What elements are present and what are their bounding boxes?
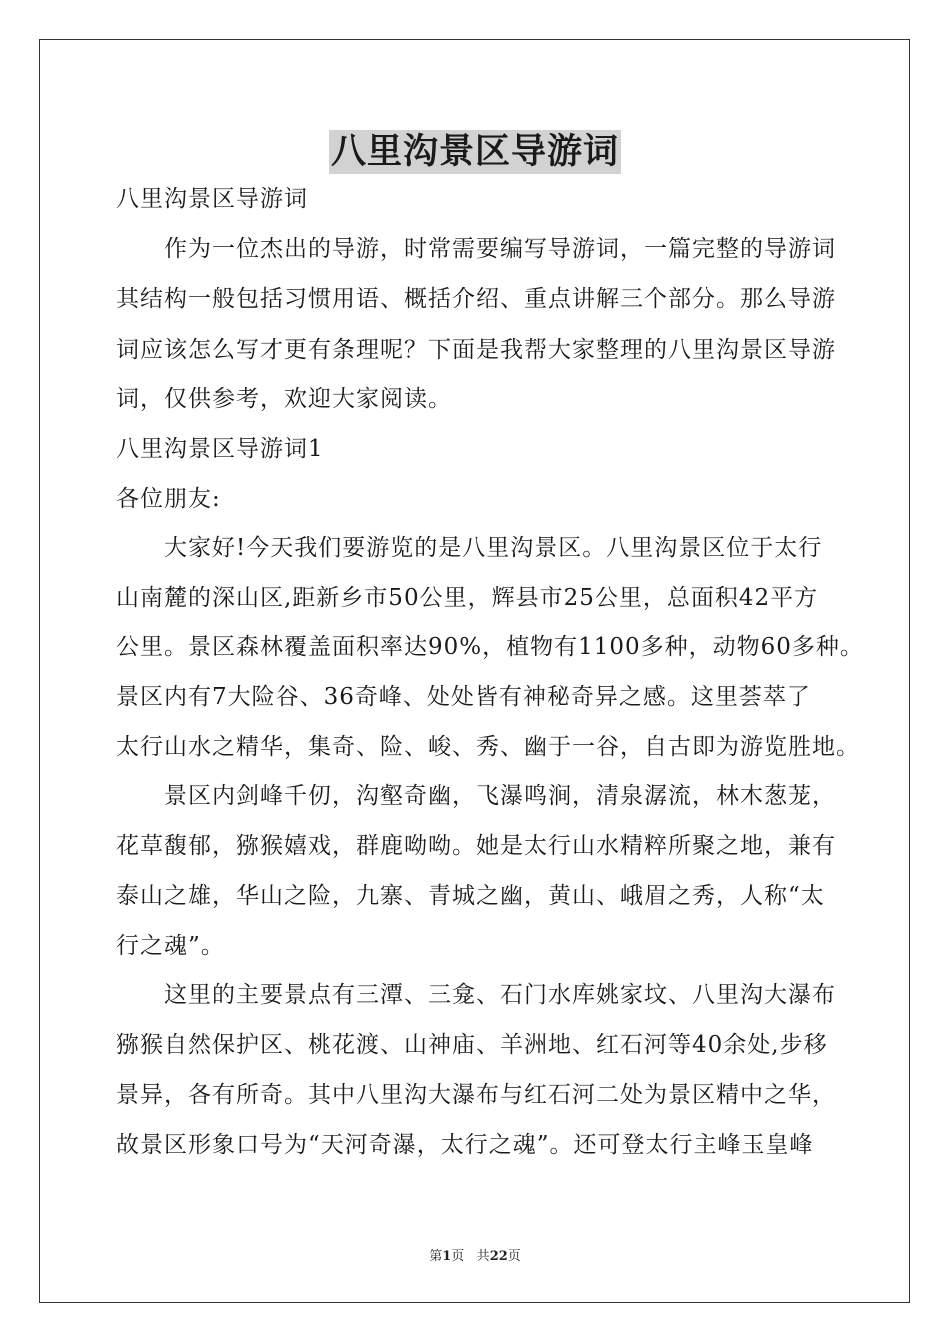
body-line: 猕猴自然保护区、桃花渡、山神庙、羊洲地、红石河等40余处,步移 <box>116 1032 828 1058</box>
body-line: 故景区形象口号为“天河奇瀑，太行之魂”。还可登太行主峰玉皇峰 <box>116 1132 814 1158</box>
document-title: 八里沟景区导游词 <box>330 131 619 172</box>
page-border <box>39 39 910 1303</box>
body-line: 山南麓的深山区,距新乡市50公里，辉县市25公里，总面积42平方 <box>116 585 819 611</box>
body-line: 景异，各有所奇。其中八里沟大瀑布与红石河二处为景区精中之华， <box>116 1082 836 1108</box>
body-line: 这里的主要景点有三潭、三龛、石门水库姚家坟、八里沟大瀑布 <box>116 982 836 1008</box>
body-line: 其结构一般包括习惯用语、概括介绍、重点讲解三个部分。那么导游 <box>116 286 836 312</box>
body-line: 八里沟景区导游词1 <box>116 436 324 462</box>
body-line: 八里沟景区导游词 <box>116 186 308 212</box>
body-line: 各位朋友: <box>116 486 221 512</box>
body-line: 景区内剑峰千仞，沟壑奇幽，飞瀑鸣涧，清泉潺流，林木葱茏， <box>116 783 836 809</box>
page-prefix: 第 <box>429 1249 443 1264</box>
body-line: 景区内有7大险谷、36奇峰、处处皆有神秘奇异之感。这里荟萃了 <box>116 684 811 710</box>
total-pages: 22 <box>489 1249 508 1264</box>
page-footer <box>0 1249 950 1265</box>
total-suffix: 页 <box>507 1249 521 1264</box>
body-line: 太行山水之精华，集奇、险、峻、秀、幽于一谷，自古即为游览胜地。 <box>116 734 860 760</box>
body-line: 词应该怎么写才更有条理呢？下面是我帮大家整理的八里沟景区导游 <box>116 337 836 363</box>
body-line: 泰山之雄，华山之险，九寨、青城之幽，黄山、峨眉之秀，人称“太 <box>116 883 825 909</box>
body-line: 词，仅供参考，欢迎大家阅读。 <box>116 386 452 412</box>
total-prefix: 共 <box>476 1249 490 1264</box>
body-line: 大家好!今天我们要游览的是八里沟景区。八里沟景区位于太行 <box>116 535 823 561</box>
page-number: 1 <box>442 1249 452 1264</box>
body-line: 行之魂”。 <box>116 933 225 959</box>
page-suffix: 页 <box>451 1249 465 1264</box>
body-line: 公里。景区森林覆盖面积率达90%，植物有1100多种，动物60多种。 <box>116 634 864 660</box>
body-line: 作为一位杰出的导游，时常需要编写导游词，一篇完整的导游词 <box>116 236 836 262</box>
body-line: 花草馥郁，猕猴嬉戏，群鹿呦呦。她是太行山水精粹所聚之地，兼有 <box>116 833 836 859</box>
title-container <box>0 130 950 174</box>
